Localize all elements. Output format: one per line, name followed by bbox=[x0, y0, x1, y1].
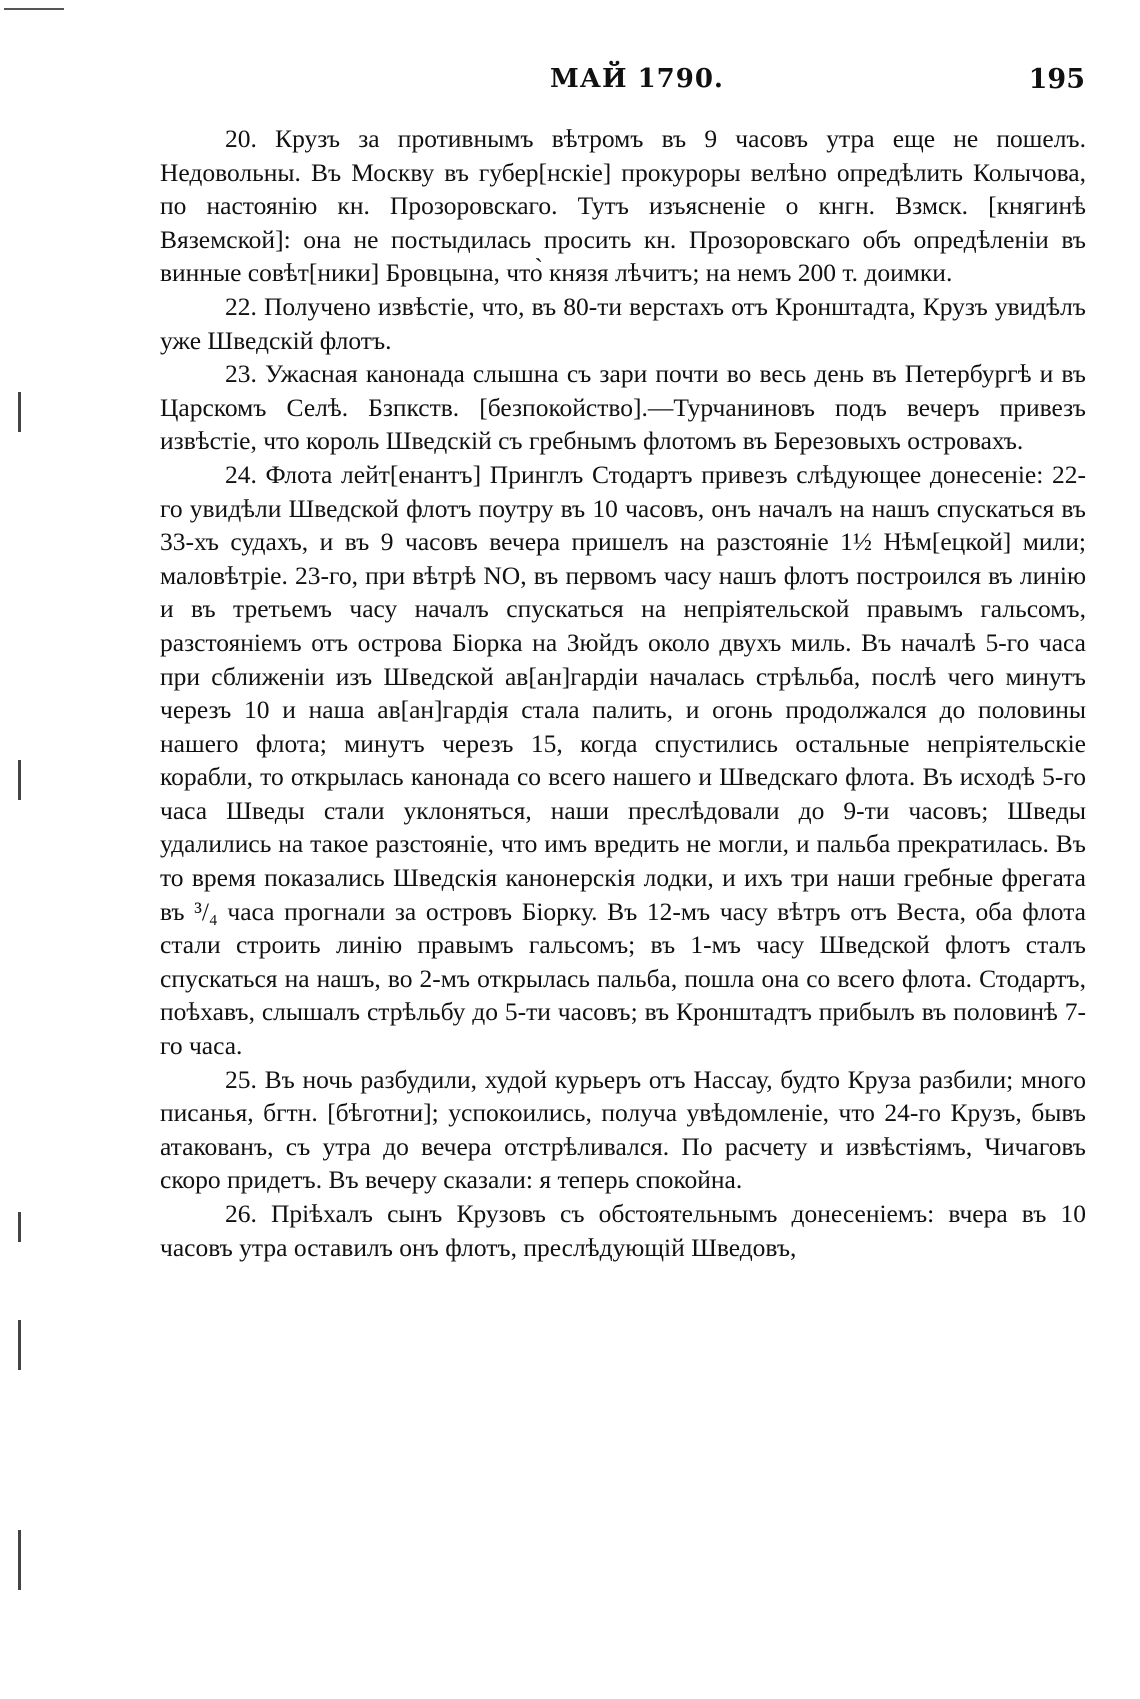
scan-edge-mark bbox=[18, 760, 21, 800]
paragraph-may-26: 26. Пріѣхалъ сынъ Крузовъ съ обстоятельнымъ донесеніемъ: вчера въ 10 часовъ утра оставилъ онъ флотъ, преслѣдующій Шведовъ, bbox=[160, 1199, 1086, 1262]
page-number: 195 bbox=[1028, 64, 1085, 95]
paragraph-may-23: 23. Ужасная канонада слышна съ зари почти во весь день въ Петербургѣ и въ Царскомъ Селѣ. Бзпкств. [безпокойство].—Турчаниновъ подъ вечеръ привезъ извѣстіе, что король Шведскій съ гребнымъ флотомъ въ Березовыхъ островахъ. bbox=[160, 359, 1086, 456]
paragraph-may-20: 20. Крузъ за противнымъ вѣтромъ въ 9 часовъ утра еще не пошелъ. Недовольны. Въ Москву въ губер[нскіе] прокуроры велѣно опредѣлить Колычова, по настоянію кн. Прозоровскаго. Тутъ изъясненіе о кнгн. Взмск. [княгинѣ Вяземской]: она не постыдилась просить кн. Прозоровскаго объ опредѣленіи въ винные совѣт[ники] Бровцына, что̀ князя лѣчитъ; на немъ 200 т. доимки. bbox=[160, 124, 1086, 288]
scan-edge-mark bbox=[18, 1320, 21, 1370]
paragraph-may-24: 24. Флота лейт[енантъ] Принглъ Стодартъ привезъ слѣдующее донесеніе: 22-го увидѣли Шведской флотъ поутру въ 10 часовъ, онъ началъ на нашъ спускаться въ 33-хъ судахъ, и въ 9 часовъ вечера пришелъ на разстояніе 1½ Нѣм[ецкой] мили; маловѣтріе. 23-го, при вѣтрѣ NO, въ первомъ часу нашъ флотъ построился въ линію и въ третьемъ часу началъ спускаться на непріятельской правымъ гальсомъ, разстояніемъ отъ острова Біорка на Зюйдъ около двухъ миль. Въ началѣ 5-го часа при сближеніи изъ Шведской ав[ан]гардіи началась стрѣльба, послѣ чего минутъ черезъ 10 и наша ав[ан]гардія стала палить, и огонь продолжался до половины нашего флота; минутъ черезъ 15, когда спустились остальные непріятельскіе корабли, то открылась канонада со всего нашего и Шведскаго флота. Въ исходѣ 5-го часа Шведы стали уклоняться, наши преслѣдовали до 9-ти часовъ; Шведы удалились на такое разстояніе, что имъ вредить не могли, и пальба прекратилась. Въ то время показались Шведскія канонерскія лодки, и ихъ три наши гребные фрегата въ ³/₄ часа прогнали за островъ Біорку. Въ 12-мъ часу вѣтръ отъ Веста, оба флота стали строить линію правымъ гальсомъ; въ 1-мъ часу Шведской флотъ сталъ спускаться на нашъ, во 2-мъ открылась пальба, пошла она со всего флота. Стодартъ, поѣхавъ, слышалъ стрѣльбу до 5-ти часовъ; въ Кронштадтъ прибылъ въ половинѣ 7-го часа. bbox=[160, 459, 1086, 1061]
paragraph-may-22: 22. Получено извѣстіе, что, въ 80-ти верстахъ отъ Кронштадта, Крузъ увидѣлъ уже Шведскій флотъ. bbox=[160, 291, 1086, 355]
body-text bbox=[160, 122, 1086, 1264]
paragraph-may-25: 25. Въ ночь разбудили, худой курьеръ отъ Нассау, будто Круза разбили; много писанья, бгтн. [бѣготни]; успокоились, получа увѣдомленіе, что 24-го Крузъ, бывъ атакованъ, съ утра до вечера отстрѣливался. По расчету и извѣстіямъ, Чичаговъ скоро придетъ. Въ вечеру сказали: я теперь спокойна. bbox=[160, 1064, 1086, 1195]
running-head: МАЙ 1790. bbox=[550, 64, 724, 94]
scan-edge-mark bbox=[18, 1530, 21, 1590]
scan-edge-mark bbox=[18, 1212, 21, 1242]
scan-edge-mark bbox=[4, 8, 64, 10]
scan-edge-mark bbox=[18, 392, 21, 432]
page-header bbox=[225, 64, 1085, 104]
